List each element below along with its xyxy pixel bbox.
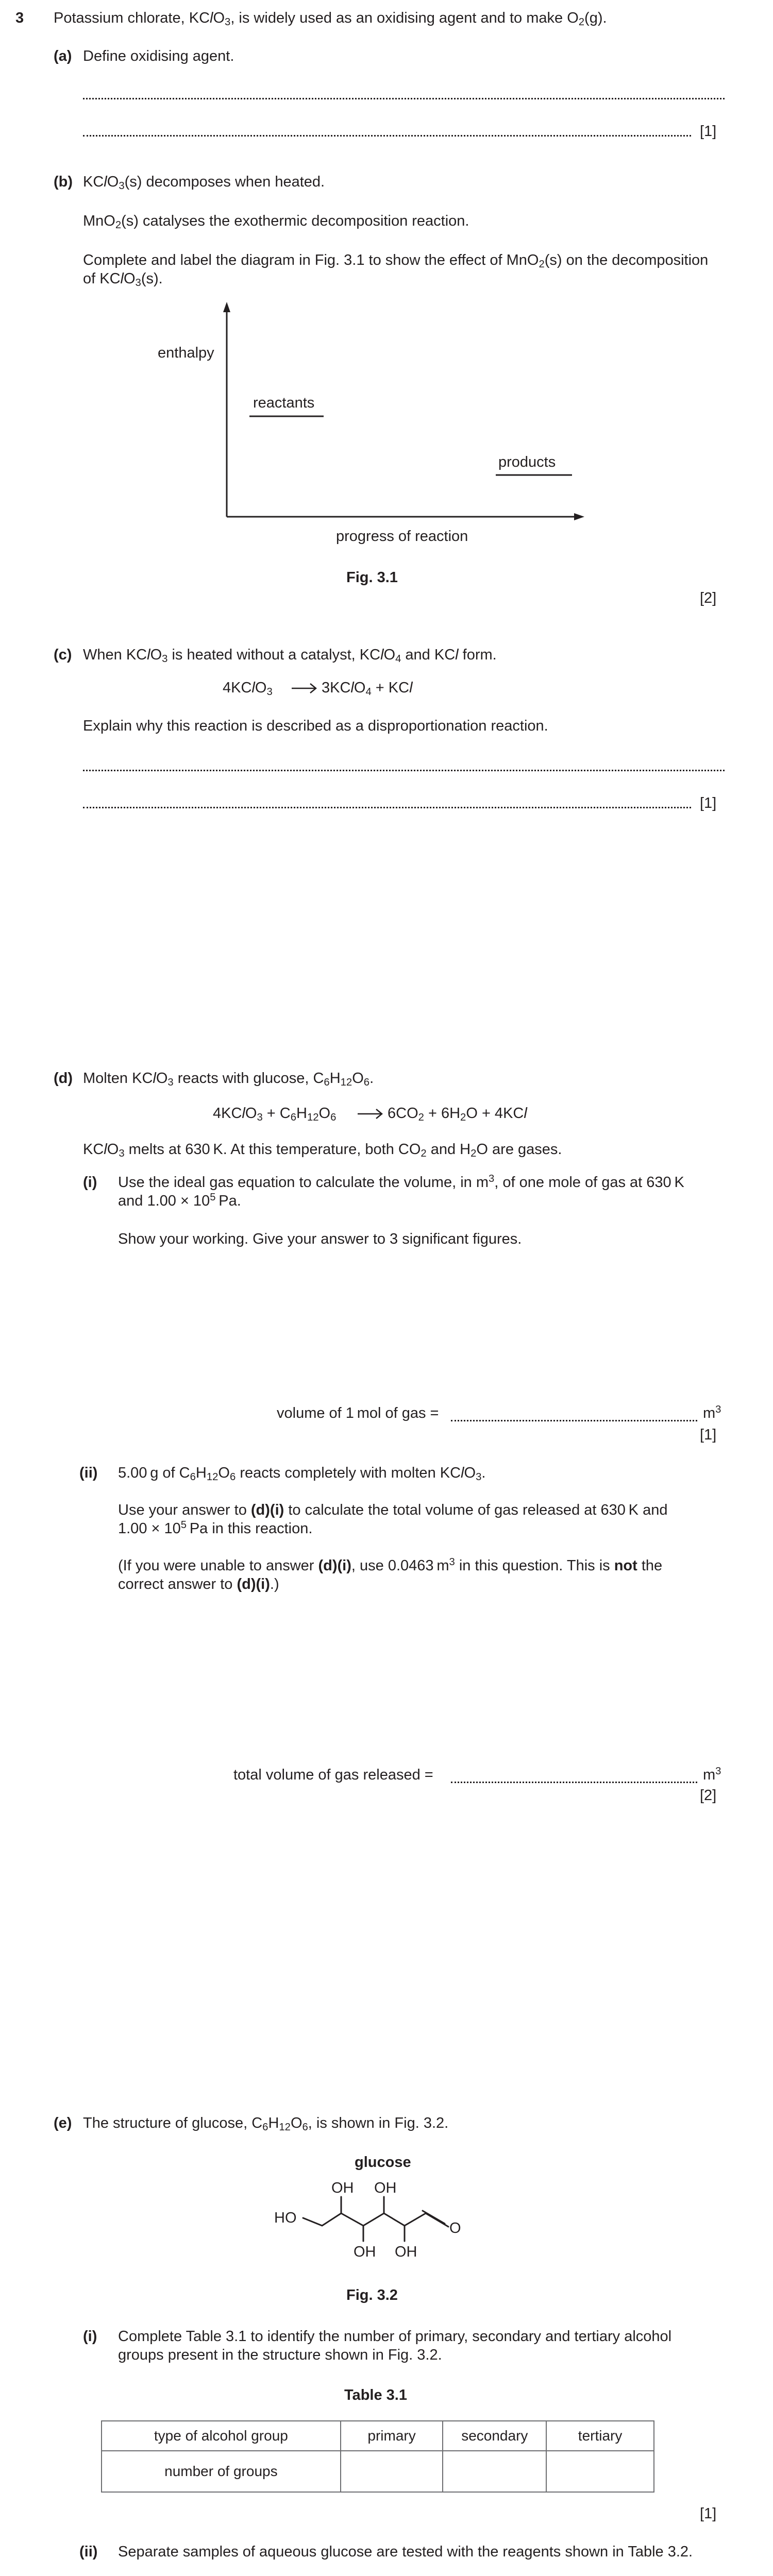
question-number: 3 bbox=[15, 10, 24, 26]
oh-label: OH bbox=[395, 2244, 417, 2260]
o-label: O bbox=[449, 2220, 461, 2236]
ho-label: HO bbox=[274, 2210, 297, 2226]
oh-label: OH bbox=[331, 2180, 354, 2196]
part-b-line4: of KClO$_3$(s). bbox=[83, 270, 163, 289]
part-d-i-line2: and $1.00 \times 10^5$ Pa. bbox=[118, 1191, 241, 1209]
answer-label-volume: volume of 1 mol of gas = bbox=[277, 1405, 439, 1421]
part-a-label: (a) bbox=[54, 48, 72, 64]
part-d-ii-label: (ii) bbox=[79, 1465, 98, 1481]
part-d-ii-line5: correct answer to (d)(i).) bbox=[118, 1576, 279, 1592]
mark-b: [2] bbox=[700, 590, 717, 606]
unit-d-ii: $m^3$ bbox=[703, 1765, 721, 1783]
part-e-i-line1: Complete Table 3.1 to identify the number of primary, secondary and tertiary alcohol bbox=[118, 2328, 672, 2345]
table-header-cell: secondary bbox=[443, 2421, 546, 2451]
part-b-line2: MnO$_2$(s) catalyses the exothermic decomposition reaction. bbox=[83, 213, 469, 231]
answer-label-total-volume: total volume of gas released = bbox=[233, 1767, 433, 1783]
table-3-1-title: Table 3.1 bbox=[344, 2387, 407, 2403]
table-row-label: number of groups bbox=[102, 2451, 341, 2492]
mark-d-ii: [2] bbox=[700, 1787, 717, 1804]
equation-d-right: $6CO_2 + 6H_2O + 4KCl$ bbox=[388, 1105, 527, 1124]
equation-c-right: 3KClO$_4$ + KCl bbox=[322, 680, 413, 698]
equation-d-left: 4KClO$_3$ + $C_6H_{12}O_6$ bbox=[213, 1105, 337, 1124]
answer-cell-secondary[interactable] bbox=[443, 2451, 546, 2492]
part-e-ii-label: (ii) bbox=[79, 2544, 98, 2560]
table-header-cell: primary bbox=[341, 2421, 443, 2451]
x-axis-label: progress of reaction bbox=[336, 528, 468, 545]
reactants-label: reactants bbox=[253, 395, 315, 411]
glucose-title: glucose bbox=[355, 2154, 411, 2171]
y-axis-label: enthalpy bbox=[158, 345, 214, 361]
mark-e-i: [1] bbox=[700, 2505, 717, 2522]
part-e-i-line2: groups present in the structure shown in Fig. 3.2. bbox=[118, 2347, 442, 2363]
part-d-line1: Molten KClO$_3$ reacts with glucose, $C_6H_{12}O_6$. bbox=[83, 1070, 374, 1089]
part-c-instruction: Explain why this reaction is described as a disproportionation reaction. bbox=[83, 718, 548, 734]
part-d-melting: KClO$_3$ melts at 630 K. At this temperature, both $CO_2$ and $H_2O$ are gases. bbox=[83, 1141, 562, 1160]
answer-cell-primary[interactable] bbox=[341, 2451, 443, 2492]
part-c-line1: When KClO$_3$ is heated without a catalyst, KClO$_4$ and KCl form. bbox=[83, 647, 497, 665]
part-d-i-line1: Use the ideal gas equation to calculate the volume, in $m^3$, of one mole of gas at 630 K bbox=[118, 1173, 684, 1191]
oh-label: OH bbox=[354, 2244, 376, 2260]
part-d-label: (d) bbox=[54, 1070, 73, 1087]
table-header-cell: tertiary bbox=[546, 2421, 654, 2451]
part-e-i-label: (i) bbox=[83, 2328, 97, 2345]
unit-d-i: $m^3$ bbox=[703, 1403, 721, 1421]
part-d-ii-line4: (If you were unable to answer (d)(i), use 0.0463 $m^3$ in this question. This is not the bbox=[118, 1556, 663, 1574]
mark-d-i: [1] bbox=[700, 1427, 717, 1443]
table-3-1 bbox=[101, 2420, 654, 2493]
part-c-label: (c) bbox=[54, 647, 72, 663]
part-d-ii-line2: Use your answer to (d)(i) to calculate the total volume of gas released at 630 K and bbox=[118, 1502, 668, 1518]
part-e-ii-line1: Separate samples of aqueous glucose are tested with the reagents shown in Table 3.2. bbox=[118, 2544, 693, 2560]
oh-label: OH bbox=[374, 2180, 397, 2196]
part-d-ii-line3: $1.00 \times 10^5$ Pa in this reaction. bbox=[118, 1519, 313, 1537]
mark-c: [1] bbox=[700, 795, 717, 811]
part-d-ii-line1: 5.00 g of $C_6H_{12}O_6$ reacts completely with molten KClO$_3$. bbox=[118, 1465, 486, 1483]
products-label: products bbox=[498, 454, 556, 470]
part-b-line1: KClO$_3$(s) decomposes when heated. bbox=[83, 174, 325, 192]
part-e-label: (e) bbox=[54, 2115, 72, 2131]
part-e-line1: The structure of glucose, $C_6H_{12}O_6$, is shown in Fig. 3.2. bbox=[83, 2115, 449, 2133]
mark-a: [1] bbox=[700, 123, 717, 140]
part-d-i-label: (i) bbox=[83, 1174, 97, 1191]
part-b-label: (b) bbox=[54, 174, 73, 190]
fig-3-1-caption: Fig. 3.1 bbox=[346, 569, 398, 586]
question-intro: Potassium chlorate, KClO$_3$, is widely used as an oxidising agent and to make $O_2(g)$. bbox=[54, 10, 607, 28]
fig-3-2-caption: Fig. 3.2 bbox=[346, 2287, 398, 2303]
part-a-question: Define oxidising agent. bbox=[83, 48, 234, 64]
part-d-i-line3: Show your working. Give your answer to 3 significant figures. bbox=[118, 1231, 522, 1247]
equation-c-left: 4KClO$_3$ bbox=[223, 680, 273, 698]
part-b-line3: Complete and label the diagram in Fig. 3.1 to show the effect of MnO$_2$(s) on the decomposition bbox=[83, 252, 709, 270]
table-header-cell: type of alcohol group bbox=[102, 2421, 341, 2451]
answer-cell-tertiary[interactable] bbox=[546, 2451, 654, 2492]
